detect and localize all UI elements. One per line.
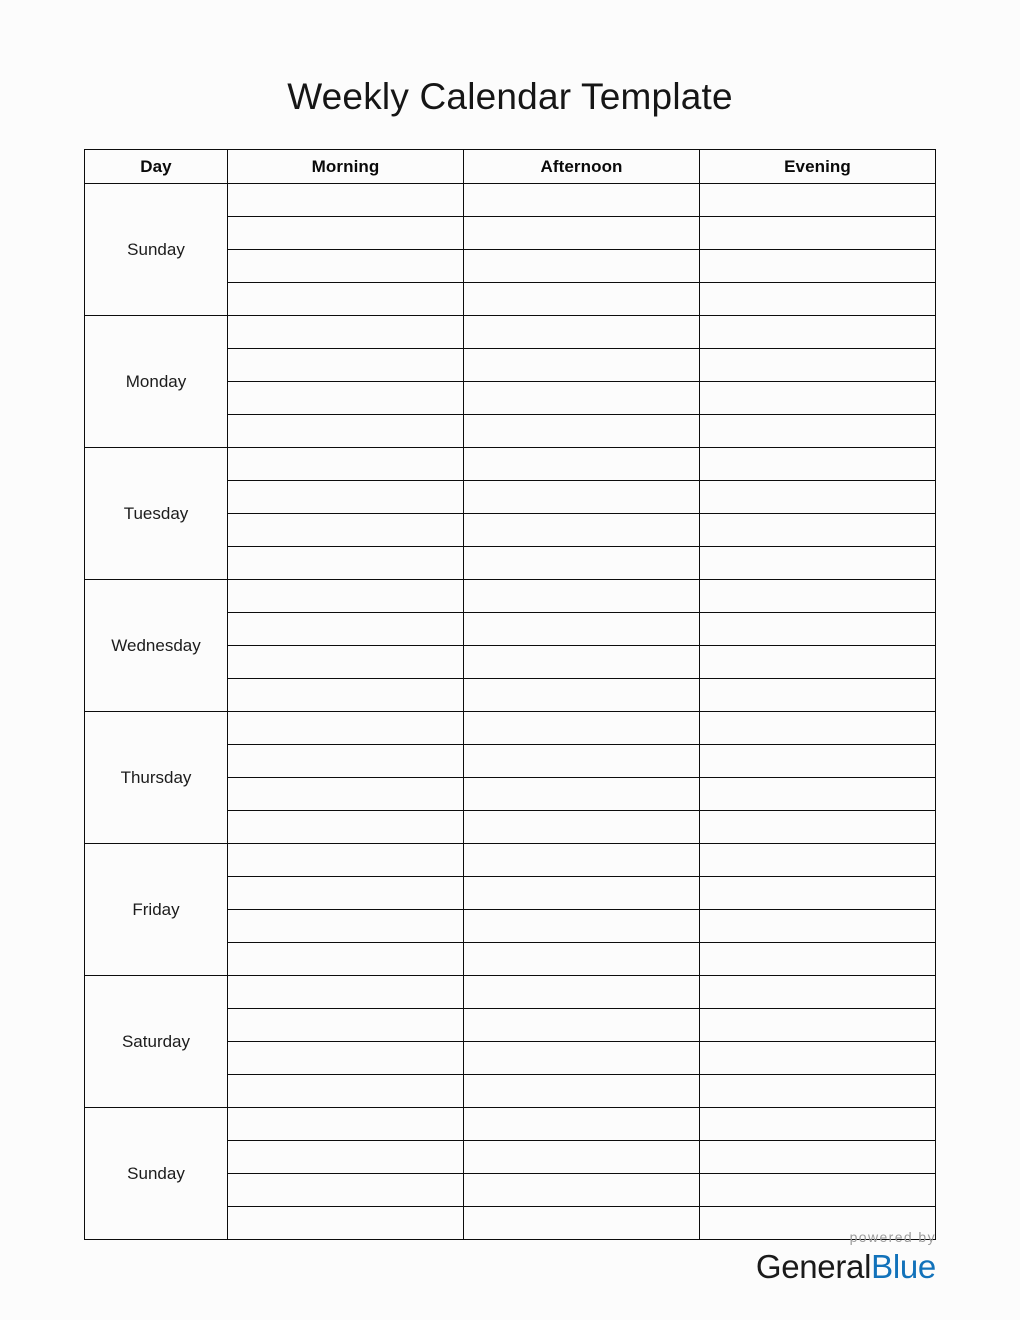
table-row (85, 580, 936, 613)
slot-cell-evening[interactable] (700, 349, 936, 382)
slot-cell-evening[interactable] (700, 745, 936, 778)
slot-cell-morning[interactable] (228, 1075, 464, 1108)
slot-cell-afternoon[interactable] (464, 184, 700, 217)
slot-cell-afternoon[interactable] (464, 778, 700, 811)
slot-cell-evening[interactable] (700, 811, 936, 844)
slot-cell-evening[interactable] (700, 580, 936, 613)
slot-cell-evening[interactable] (700, 646, 936, 679)
column-header-afternoon: Afternoon (464, 150, 700, 184)
day-label-cell: Monday (85, 316, 228, 448)
slot-cell-morning[interactable] (228, 349, 464, 382)
table-row (85, 316, 936, 349)
slot-cell-morning[interactable] (228, 712, 464, 745)
slot-cell-afternoon[interactable] (464, 1042, 700, 1075)
weekly-calendar-table (84, 149, 936, 1240)
slot-cell-afternoon[interactable] (464, 349, 700, 382)
slot-cell-evening[interactable] (700, 1075, 936, 1108)
slot-cell-evening[interactable] (700, 481, 936, 514)
slot-cell-afternoon[interactable] (464, 415, 700, 448)
slot-cell-afternoon[interactable] (464, 547, 700, 580)
day-label-cell: Sunday (85, 184, 228, 316)
slot-cell-afternoon[interactable] (464, 943, 700, 976)
table-row (85, 1108, 936, 1141)
column-header-day: Day (85, 150, 228, 184)
slot-cell-evening[interactable] (700, 1108, 936, 1141)
column-header-evening: Evening (700, 150, 936, 184)
slot-cell-evening[interactable] (700, 613, 936, 646)
slot-cell-evening[interactable] (700, 184, 936, 217)
slot-cell-morning[interactable] (228, 250, 464, 283)
slot-cell-morning[interactable] (228, 1141, 464, 1174)
column-header-morning: Morning (228, 150, 464, 184)
slot-cell-afternoon[interactable] (464, 877, 700, 910)
slot-cell-morning[interactable] (228, 745, 464, 778)
slot-cell-morning[interactable] (228, 646, 464, 679)
slot-cell-morning[interactable] (228, 613, 464, 646)
table-row (85, 448, 936, 481)
slot-cell-morning[interactable] (228, 217, 464, 250)
slot-cell-morning[interactable] (228, 547, 464, 580)
table-row (85, 976, 936, 1009)
slot-cell-morning[interactable] (228, 1009, 464, 1042)
slot-cell-morning[interactable] (228, 976, 464, 1009)
slot-cell-evening[interactable] (700, 1009, 936, 1042)
day-label-cell: Wednesday (85, 580, 228, 712)
slot-cell-morning[interactable] (228, 877, 464, 910)
logo-text-blue: Blue (871, 1248, 936, 1285)
slot-cell-evening[interactable] (700, 1042, 936, 1075)
slot-cell-evening[interactable] (700, 514, 936, 547)
slot-cell-morning[interactable] (228, 481, 464, 514)
powered-by-label: powered by (849, 1229, 936, 1245)
page-title: Weekly Calendar Template (287, 76, 733, 117)
table-header (85, 150, 936, 184)
slot-cell-morning[interactable] (228, 910, 464, 943)
slot-cell-afternoon[interactable] (464, 1009, 700, 1042)
slot-cell-evening[interactable] (700, 877, 936, 910)
slot-cell-afternoon[interactable] (464, 646, 700, 679)
day-label-cell: Tuesday (85, 448, 228, 580)
slot-cell-evening[interactable] (700, 778, 936, 811)
slot-cell-afternoon[interactable] (464, 448, 700, 481)
slot-cell-morning[interactable] (228, 514, 464, 547)
slot-cell-evening[interactable] (700, 943, 936, 976)
slot-cell-morning[interactable] (228, 811, 464, 844)
table-row (85, 844, 936, 877)
slot-cell-morning[interactable] (228, 316, 464, 349)
slot-cell-afternoon[interactable] (464, 580, 700, 613)
slot-cell-afternoon[interactable] (464, 844, 700, 877)
table-body (85, 184, 936, 1240)
slot-cell-evening[interactable] (700, 217, 936, 250)
slot-cell-morning[interactable] (228, 382, 464, 415)
slot-cell-evening[interactable] (700, 448, 936, 481)
slot-cell-evening[interactable] (700, 844, 936, 877)
table-header-row (85, 150, 936, 184)
slot-cell-afternoon[interactable] (464, 712, 700, 745)
slot-cell-afternoon[interactable] (464, 1141, 700, 1174)
table-row (85, 712, 936, 745)
day-label-cell: Sunday (85, 1108, 228, 1240)
generalblue-logo (616, 1248, 936, 1286)
slot-cell-afternoon[interactable] (464, 1075, 700, 1108)
slot-cell-evening[interactable] (700, 250, 936, 283)
slot-cell-morning[interactable] (228, 1108, 464, 1141)
day-label-cell: Saturday (85, 976, 228, 1108)
slot-cell-evening[interactable] (700, 1174, 936, 1207)
weekly-calendar-table-wrapper (84, 149, 935, 1240)
slot-cell-morning[interactable] (228, 943, 464, 976)
slot-cell-afternoon[interactable] (464, 514, 700, 547)
slot-cell-morning[interactable] (228, 1207, 464, 1240)
day-label-cell: Friday (85, 844, 228, 976)
slot-cell-afternoon[interactable] (464, 481, 700, 514)
slot-cell-morning[interactable] (228, 844, 464, 877)
logo-text-general: General (755, 1248, 872, 1285)
slot-cell-afternoon[interactable] (464, 976, 700, 1009)
day-label-cell: Thursday (85, 712, 228, 844)
table-row (85, 184, 936, 217)
slot-cell-afternoon[interactable] (464, 250, 700, 283)
slot-cell-evening[interactable] (700, 547, 936, 580)
slot-cell-evening[interactable] (700, 976, 936, 1009)
slot-cell-morning[interactable] (228, 1042, 464, 1075)
branding-footer (616, 1228, 936, 1286)
slot-cell-afternoon[interactable] (464, 811, 700, 844)
slot-cell-afternoon[interactable] (464, 679, 700, 712)
slot-cell-evening[interactable] (700, 415, 936, 448)
slot-cell-evening[interactable] (700, 283, 936, 316)
slot-cell-afternoon[interactable] (464, 613, 700, 646)
slot-cell-evening[interactable] (700, 910, 936, 943)
slot-cell-morning[interactable] (228, 283, 464, 316)
slot-cell-afternoon[interactable] (464, 1108, 700, 1141)
slot-cell-morning[interactable] (228, 778, 464, 811)
slot-cell-morning[interactable] (228, 679, 464, 712)
slot-cell-morning[interactable] (228, 184, 464, 217)
slot-cell-afternoon[interactable] (464, 283, 700, 316)
slot-cell-evening[interactable] (700, 712, 936, 745)
slot-cell-evening[interactable] (700, 1141, 936, 1174)
slot-cell-afternoon[interactable] (464, 217, 700, 250)
slot-cell-afternoon[interactable] (464, 382, 700, 415)
slot-cell-afternoon[interactable] (464, 910, 700, 943)
slot-cell-morning[interactable] (228, 1174, 464, 1207)
slot-cell-afternoon[interactable] (464, 316, 700, 349)
slot-cell-evening[interactable] (700, 382, 936, 415)
slot-cell-afternoon[interactable] (464, 745, 700, 778)
slot-cell-afternoon[interactable] (464, 1174, 700, 1207)
slot-cell-evening[interactable] (700, 316, 936, 349)
slot-cell-evening[interactable] (700, 679, 936, 712)
slot-cell-morning[interactable] (228, 580, 464, 613)
slot-cell-morning[interactable] (228, 448, 464, 481)
slot-cell-morning[interactable] (228, 415, 464, 448)
